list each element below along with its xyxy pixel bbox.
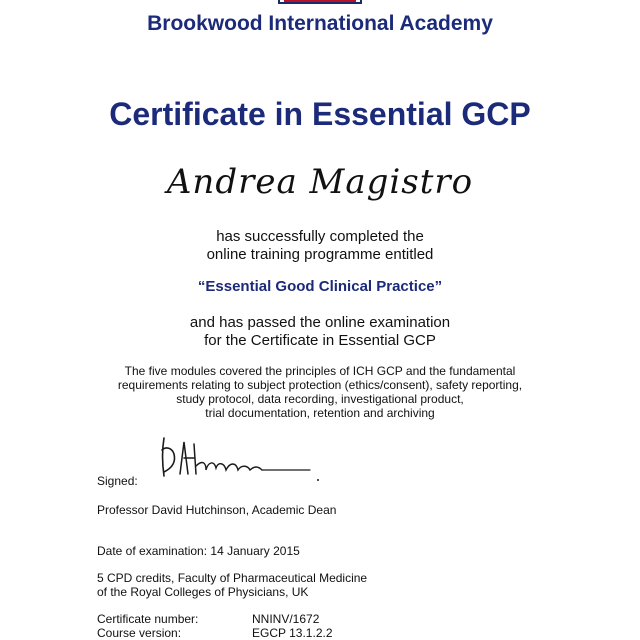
completion-statement (0, 228, 640, 264)
modules-line: The five modules covered the principles of ICH GCP and the fundamental (124, 364, 516, 378)
examination-line: and has passed the online examination (189, 314, 451, 331)
course-name: “Essential Good Clinical Practice” (197, 278, 443, 295)
signed-label: Signed: (97, 474, 138, 488)
examination-line: for the Certificate in Essential GCP (204, 332, 436, 349)
completion-line: online training programme entitled (206, 246, 434, 263)
completion-line: has successfully completed the (216, 228, 424, 245)
modules-description (0, 364, 640, 420)
logo-red-bar (284, 0, 356, 2)
exam-date: Date of examination: 14 January 2015 (97, 544, 300, 558)
credits-line: of the Royal Colleges of Physicians, UK (97, 585, 309, 599)
examination-statement (0, 314, 640, 350)
cpd-credits (97, 571, 367, 599)
handwritten-signature (150, 432, 325, 492)
credits-line: 5 CPD credits, Faculty of Pharmaceutical Medicine (97, 571, 368, 585)
certificate-number-value: NNINV/1672 (252, 612, 320, 626)
signatory-name: Professor David Hutchinson, Academic Dean (97, 503, 337, 517)
modules-line: requirements relating to subject protection (ethics/consent), safety reporting, (117, 378, 523, 392)
recipient-name: Andrea Magistro (166, 162, 474, 202)
certificate-number-label: Certificate number: (97, 612, 199, 626)
course-version-value: EGCP 13.1.2.2 (252, 626, 333, 640)
modules-line: trial documentation, retention and archiving (205, 406, 435, 420)
course-version-label: Course version: (97, 626, 182, 640)
academy-name: Brookwood International Academy (147, 12, 493, 35)
modules-line: study protocol, data recording, investigational product, (176, 392, 464, 406)
academy-logo-crest (278, 0, 362, 4)
certificate-title: Certificate in Essential GCP (109, 96, 531, 132)
